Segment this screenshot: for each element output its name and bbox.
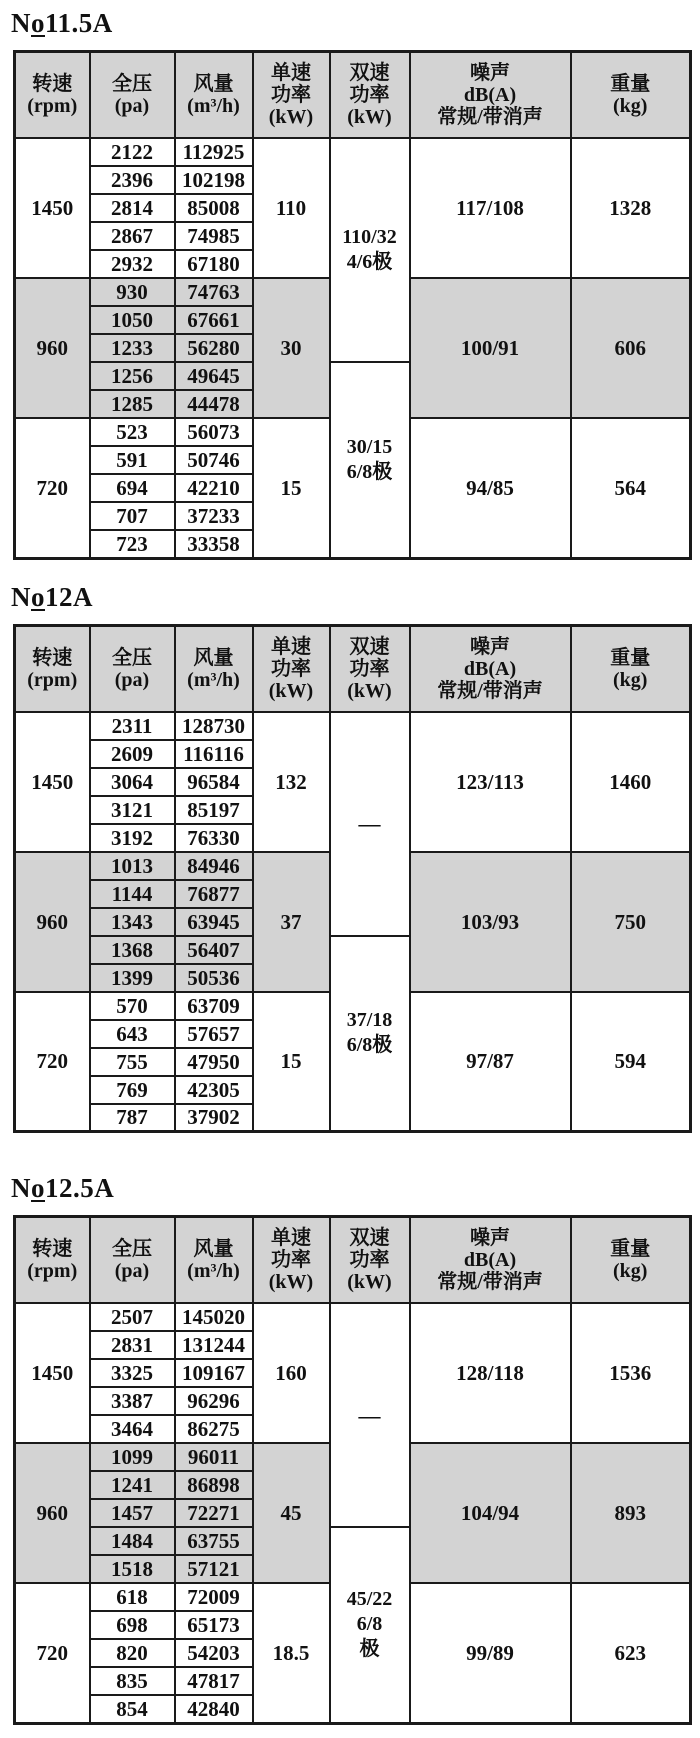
header-dual	[330, 52, 410, 139]
cell-volume: 57657	[175, 1020, 253, 1048]
cell-pressure: 1343	[90, 908, 175, 936]
header-rpm-line: 转速	[32, 1238, 73, 1260]
cell-pressure: 1233	[90, 334, 175, 362]
cell-rpm: 720	[15, 418, 90, 558]
cell-pressure: 2396	[90, 166, 175, 194]
cell-volume: 85008	[175, 194, 253, 222]
cell-volume: 42840	[175, 1695, 253, 1723]
cell-pressure: 3387	[90, 1387, 175, 1415]
cell-dual-power	[330, 362, 410, 558]
header-rpm-line: (rpm)	[27, 1260, 78, 1282]
header-row	[15, 625, 691, 712]
table-body	[15, 712, 691, 1132]
header-noise	[410, 1217, 571, 1304]
cell-noise: 103/93	[410, 852, 571, 992]
cell-pressure: 854	[90, 1695, 175, 1723]
header-weight-line: 重量	[610, 646, 651, 669]
table-header	[15, 1217, 691, 1304]
dual-power-line: —	[358, 811, 381, 836]
header-dual-line: 双速	[349, 1227, 390, 1249]
header-dual-line: (kW)	[347, 679, 392, 702]
cell-pressure: 3464	[90, 1415, 175, 1443]
cell-volume: 65173	[175, 1611, 253, 1639]
cell-dual-power	[330, 936, 410, 1132]
cell-weight: 893	[571, 1443, 691, 1583]
cell-single-power: 15	[253, 992, 330, 1132]
cell-volume: 67661	[175, 306, 253, 334]
cell-noise: 100/91	[410, 278, 571, 418]
cell-dual-power	[330, 138, 410, 362]
cell-pressure: 1484	[90, 1527, 175, 1555]
header-single-line: 单速	[271, 62, 311, 84]
cell-pressure: 694	[90, 474, 175, 502]
cell-pressure: 1144	[90, 880, 175, 908]
header-pressure	[90, 1217, 175, 1304]
header-dual	[330, 1217, 410, 1304]
cell-noise: 104/94	[410, 1443, 571, 1583]
cell-weight: 1460	[571, 712, 691, 852]
header-row	[15, 52, 691, 139]
header-rpm-line: 转速	[32, 73, 73, 95]
header-single-line: 功率	[271, 657, 311, 680]
header-dual-line: 功率	[349, 657, 390, 680]
cell-rpm: 720	[15, 992, 90, 1132]
cell-weight: 750	[571, 852, 691, 992]
table-header	[15, 52, 691, 139]
cell-pressure: 2932	[90, 250, 175, 278]
cell-rpm: 960	[15, 852, 90, 992]
header-pressure-line: 全压	[112, 73, 152, 95]
cell-pressure: 1399	[90, 964, 175, 992]
header-row	[15, 1217, 691, 1304]
cell-weight: 594	[571, 992, 691, 1132]
cell-rpm: 960	[15, 278, 90, 418]
cell-volume: 63945	[175, 908, 253, 936]
header-noise-line: 噪声	[470, 635, 510, 658]
cell-pressure: 3192	[90, 824, 175, 852]
cell-noise: 99/89	[410, 1583, 571, 1723]
cell-pressure: 2609	[90, 740, 175, 768]
cell-volume: 96584	[175, 768, 253, 796]
header-pressure-line: 全压	[112, 646, 152, 669]
spec-table	[13, 1215, 692, 1725]
header-volume	[175, 52, 253, 139]
table-title-underlined: o	[31, 8, 45, 38]
header-volume-line: 风量	[193, 73, 234, 95]
header-volume-line: 风量	[193, 646, 234, 669]
cell-volume: 76877	[175, 880, 253, 908]
cell-volume: 86275	[175, 1415, 253, 1443]
cell-volume: 50536	[175, 964, 253, 992]
header-dual	[330, 625, 410, 712]
cell-pressure: 643	[90, 1020, 175, 1048]
spec-table	[13, 50, 692, 560]
header-noise-line: dB(A)	[463, 84, 517, 106]
header-dual-line: (kW)	[347, 106, 392, 128]
cell-volume: 86898	[175, 1471, 253, 1499]
cell-volume: 33358	[175, 530, 253, 558]
cell-volume: 50746	[175, 446, 253, 474]
header-rpm-line: 转速	[32, 646, 73, 669]
dual-power-line: 6/8极	[346, 1034, 393, 1057]
cell-volume: 116116	[175, 740, 253, 768]
header-weight-line: (kg)	[613, 1260, 648, 1282]
cell-single-power: 18.5	[253, 1583, 330, 1723]
fan-table-section	[13, 578, 690, 1134]
cell-weight: 1536	[571, 1303, 691, 1443]
cell-noise: 97/87	[410, 992, 571, 1132]
header-single-line: 单速	[271, 1227, 311, 1249]
dual-power-line: 4/6极	[346, 251, 393, 273]
header-weight	[571, 625, 691, 712]
cell-volume: 74985	[175, 222, 253, 250]
table-title-number: 12.5A	[45, 1173, 115, 1203]
header-pressure-line: (pa)	[114, 95, 150, 117]
cell-volume: 72009	[175, 1583, 253, 1611]
cell-volume: 63709	[175, 992, 253, 1020]
fan-table-section	[13, 1169, 690, 1725]
cell-single-power: 37	[253, 852, 330, 992]
header-noise-line: 常规/带消声	[437, 106, 543, 128]
cell-single-power: 15	[253, 418, 330, 558]
header-noise	[410, 52, 571, 139]
table-title-prefix: N	[11, 1173, 31, 1203]
cell-pressure: 1099	[90, 1443, 175, 1471]
cell-dual-power	[330, 1303, 410, 1527]
cell-pressure: 591	[90, 446, 175, 474]
header-dual-line: 功率	[349, 84, 390, 106]
header-pressure-line: (pa)	[114, 668, 150, 691]
cell-pressure: 3064	[90, 768, 175, 796]
cell-volume: 56073	[175, 418, 253, 446]
header-weight-line: (kg)	[613, 95, 648, 117]
header-volume-line: (m³/h)	[187, 1260, 240, 1282]
header-noise-line: 常规/带消声	[437, 1271, 543, 1293]
cell-rpm: 1450	[15, 712, 90, 852]
spec-table	[13, 624, 692, 1134]
table-title	[11, 4, 690, 42]
cell-single-power: 45	[253, 1443, 330, 1583]
cell-pressure: 570	[90, 992, 175, 1020]
cell-weight: 1328	[571, 138, 691, 278]
dual-power-line: —	[358, 1402, 381, 1428]
cell-pressure: 930	[90, 278, 175, 306]
cell-volume: 56407	[175, 936, 253, 964]
cell-pressure: 835	[90, 1667, 175, 1695]
table-title-number: 12A	[45, 581, 93, 612]
header-dual-line: 双速	[349, 62, 390, 84]
header-noise-line: 常规/带消声	[437, 679, 543, 702]
table-row	[15, 712, 691, 740]
header-dual-line: 功率	[349, 1249, 390, 1271]
cell-noise: 117/108	[410, 138, 571, 278]
cell-volume: 76330	[175, 824, 253, 852]
header-pressure	[90, 625, 175, 712]
table-title	[11, 1169, 690, 1207]
cell-volume: 109167	[175, 1359, 253, 1387]
cell-weight: 564	[571, 418, 691, 558]
table-body	[15, 138, 691, 558]
cell-weight: 623	[571, 1583, 691, 1723]
cell-volume: 42305	[175, 1076, 253, 1104]
header-volume-line: 风量	[193, 1238, 234, 1260]
cell-volume: 44478	[175, 390, 253, 418]
cell-pressure: 707	[90, 502, 175, 530]
cell-noise: 94/85	[410, 418, 571, 558]
cell-volume: 37902	[175, 1104, 253, 1132]
table-header	[15, 625, 691, 712]
header-weight	[571, 1217, 691, 1304]
cell-dual-power	[330, 712, 410, 936]
cell-noise: 128/118	[410, 1303, 571, 1443]
cell-pressure: 820	[90, 1639, 175, 1667]
table-title-prefix: N	[11, 8, 31, 38]
header-noise-line: 噪声	[470, 1227, 510, 1249]
header-noise-line: dB(A)	[463, 1249, 517, 1271]
cell-pressure: 1241	[90, 1471, 175, 1499]
cell-volume: 84946	[175, 852, 253, 880]
dual-power-line: 6/8极	[346, 460, 393, 483]
header-pressure-line: (pa)	[114, 1260, 150, 1282]
cell-volume: 102198	[175, 166, 253, 194]
header-rpm	[15, 52, 90, 139]
cell-volume: 96011	[175, 1443, 253, 1471]
cell-dual-power	[330, 1527, 410, 1723]
cell-pressure: 523	[90, 418, 175, 446]
cell-pressure: 787	[90, 1104, 175, 1132]
header-weight-line: 重量	[610, 1238, 651, 1260]
cell-pressure: 1256	[90, 362, 175, 390]
table-row	[15, 1303, 691, 1331]
cell-volume: 96296	[175, 1387, 253, 1415]
header-dual-line: 双速	[349, 635, 390, 658]
cell-volume: 131244	[175, 1331, 253, 1359]
cell-pressure: 3325	[90, 1359, 175, 1387]
header-noise-line: 噪声	[470, 62, 510, 84]
cell-pressure: 1518	[90, 1555, 175, 1583]
table-title-underlined: o	[31, 581, 45, 612]
cell-pressure: 1013	[90, 852, 175, 880]
header-single-line: 单速	[271, 635, 311, 658]
header-single-line: (kW)	[268, 679, 314, 702]
header-single-line: (kW)	[268, 1271, 314, 1293]
cell-rpm: 720	[15, 1583, 90, 1723]
cell-single-power: 30	[253, 278, 330, 418]
cell-single-power: 110	[253, 138, 330, 278]
cell-pressure: 1457	[90, 1499, 175, 1527]
cell-pressure: 2831	[90, 1331, 175, 1359]
cell-volume: 63755	[175, 1527, 253, 1555]
cell-pressure: 1368	[90, 936, 175, 964]
cell-volume: 85197	[175, 796, 253, 824]
cell-pressure: 618	[90, 1583, 175, 1611]
dual-power-line: 6/8	[356, 1613, 383, 1636]
cell-pressure: 2814	[90, 194, 175, 222]
cell-weight: 606	[571, 278, 691, 418]
cell-volume: 47817	[175, 1667, 253, 1695]
cell-rpm: 960	[15, 1443, 90, 1583]
cell-pressure: 2122	[90, 138, 175, 166]
cell-pressure: 3121	[90, 796, 175, 824]
header-rpm	[15, 625, 90, 712]
cell-volume: 54203	[175, 1639, 253, 1667]
cell-rpm: 1450	[15, 1303, 90, 1443]
cell-volume: 112925	[175, 138, 253, 166]
header-dual-line: (kW)	[347, 1271, 392, 1293]
dual-power-line: 极	[359, 1638, 380, 1661]
header-volume-line: (m³/h)	[187, 95, 240, 117]
cell-volume: 128730	[175, 712, 253, 740]
cell-volume: 72271	[175, 1499, 253, 1527]
cell-noise: 123/113	[410, 712, 571, 852]
fan-table-section	[13, 4, 690, 560]
cell-pressure: 2507	[90, 1303, 175, 1331]
header-weight-line: 重量	[610, 73, 651, 95]
header-volume	[175, 625, 253, 712]
cell-pressure: 1285	[90, 390, 175, 418]
header-pressure-line: 全压	[112, 1238, 152, 1260]
header-noise	[410, 625, 571, 712]
header-single-line: 功率	[271, 1249, 311, 1271]
table-title-prefix: N	[11, 581, 31, 612]
table-title-number: 11.5A	[45, 8, 113, 38]
dual-power-line: 30/15	[346, 435, 393, 458]
header-single	[253, 625, 330, 712]
header-weight	[571, 52, 691, 139]
cell-single-power: 160	[253, 1303, 330, 1443]
cell-volume: 56280	[175, 334, 253, 362]
cell-pressure: 1050	[90, 306, 175, 334]
cell-pressure: 723	[90, 530, 175, 558]
header-single-line: 功率	[271, 84, 311, 106]
header-single	[253, 52, 330, 139]
dual-power-line: 110/32	[342, 226, 397, 248]
header-volume	[175, 1217, 253, 1304]
cell-pressure: 755	[90, 1048, 175, 1076]
header-single-line: (kW)	[268, 106, 314, 128]
cell-pressure: 769	[90, 1076, 175, 1104]
cell-volume: 67180	[175, 250, 253, 278]
header-rpm-line: (rpm)	[27, 95, 78, 117]
cell-pressure: 2311	[90, 712, 175, 740]
header-rpm	[15, 1217, 90, 1304]
table-title-underlined: o	[31, 1173, 45, 1203]
cell-rpm: 1450	[15, 138, 90, 278]
table-title	[11, 578, 690, 616]
cell-volume: 47950	[175, 1048, 253, 1076]
dual-power-line: 37/18	[346, 1009, 393, 1032]
header-rpm-line: (rpm)	[27, 668, 78, 691]
header-weight-line: (kg)	[613, 668, 648, 691]
table-body	[15, 1303, 691, 1723]
cell-volume: 74763	[175, 278, 253, 306]
table-row	[15, 138, 691, 166]
cell-volume: 42210	[175, 474, 253, 502]
cell-volume: 145020	[175, 1303, 253, 1331]
header-pressure	[90, 52, 175, 139]
header-noise-line: dB(A)	[463, 657, 517, 680]
header-single	[253, 1217, 330, 1304]
cell-single-power: 132	[253, 712, 330, 852]
cell-volume: 49645	[175, 362, 253, 390]
cell-volume: 37233	[175, 502, 253, 530]
header-volume-line: (m³/h)	[187, 668, 240, 691]
dual-power-line: 45/22	[346, 1588, 393, 1611]
cell-pressure: 698	[90, 1611, 175, 1639]
cell-pressure: 2867	[90, 222, 175, 250]
cell-volume: 57121	[175, 1555, 253, 1583]
